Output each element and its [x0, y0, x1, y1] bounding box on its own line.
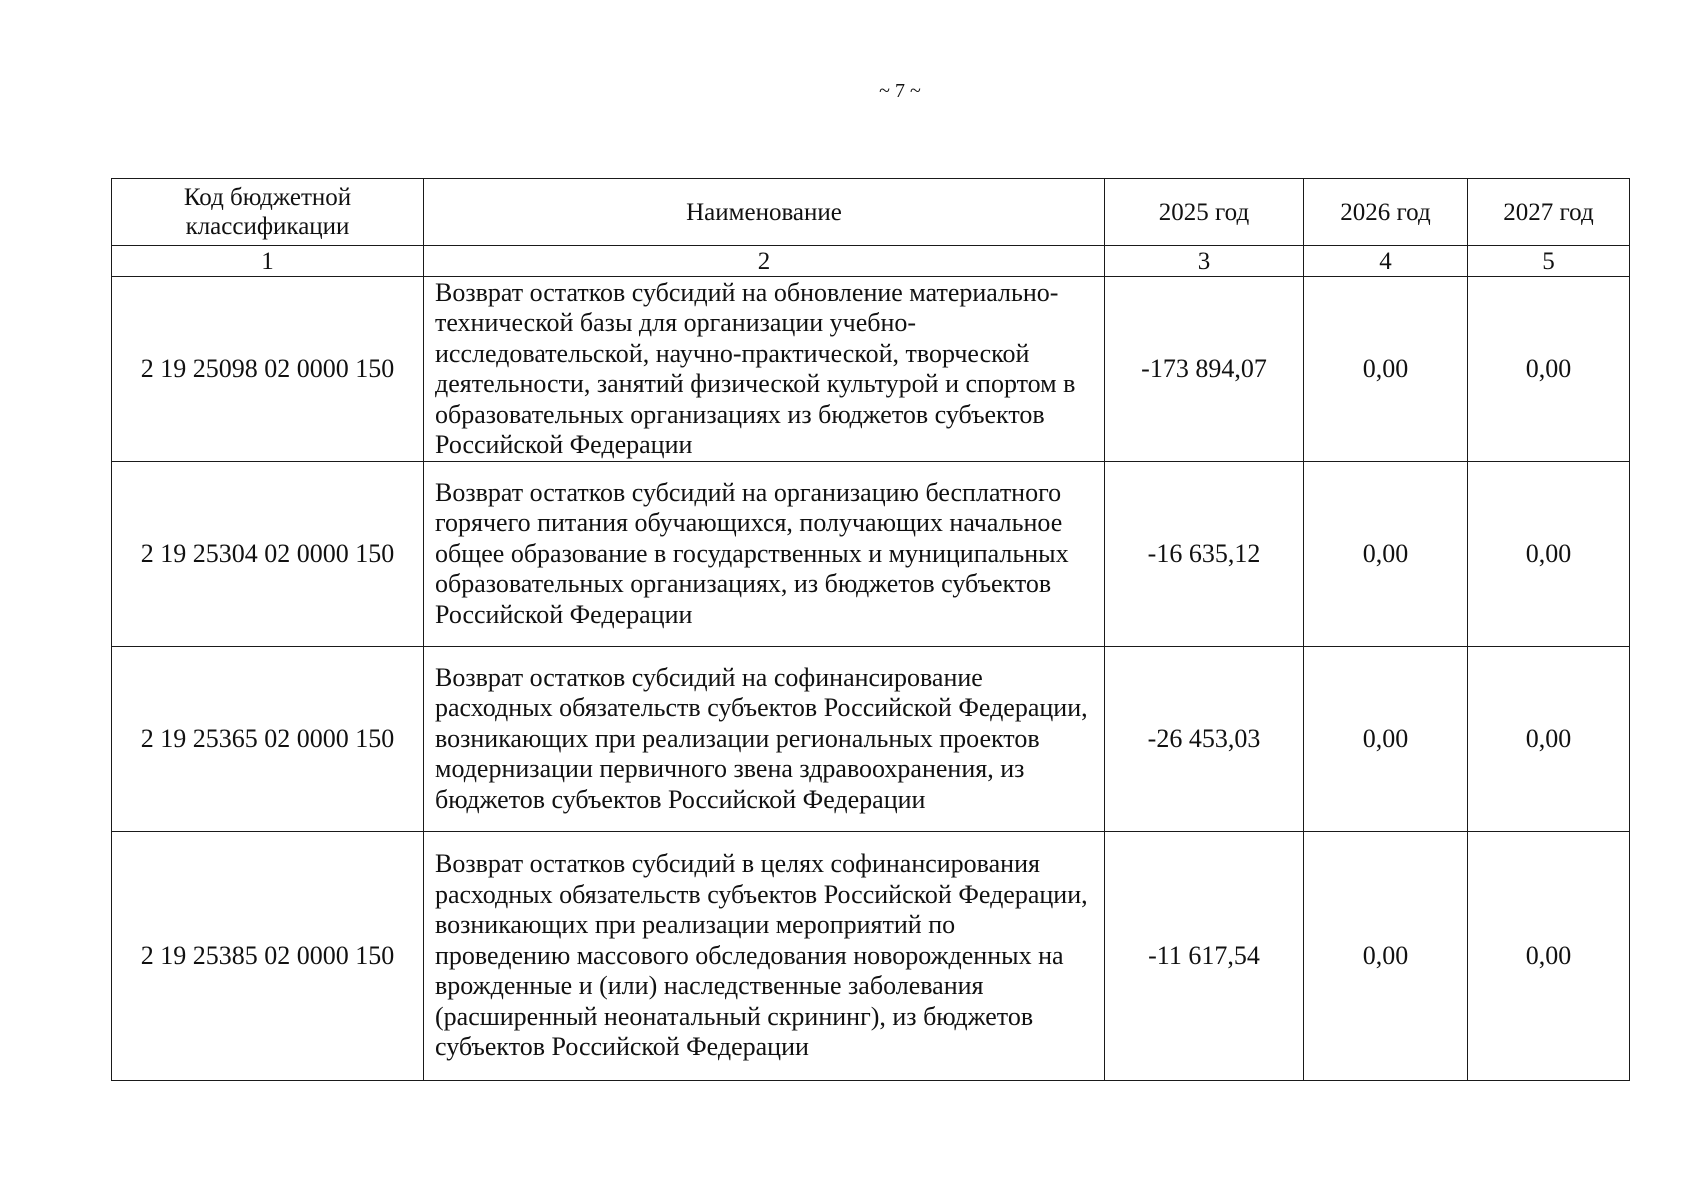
row-value-2026: 0,00 — [1304, 277, 1468, 462]
row-code: 2 19 25385 02 0000 150 — [112, 832, 424, 1081]
row-name: Возврат остатков субсидий на обновление материально-технической базы для организации учебно-исследовательской, научно-практической, творческой деятельности, занятий физической культурой и спортом в образовательных организациях из бюджетов субъектов Российской Федерации — [424, 277, 1105, 462]
table-header-row — [112, 179, 1630, 246]
header-2027: 2027 год — [1468, 179, 1630, 246]
row-value-2027: 0,00 — [1468, 647, 1630, 832]
row-code: 2 19 25304 02 0000 150 — [112, 462, 424, 647]
row-value-2025: -11 617,54 — [1105, 832, 1304, 1081]
row-value-2027: 0,00 — [1468, 832, 1630, 1081]
row-value-2025: -16 635,12 — [1105, 462, 1304, 647]
header-2026: 2026 год — [1304, 179, 1468, 246]
row-code: 2 19 25365 02 0000 150 — [112, 647, 424, 832]
row-value-2026: 0,00 — [1304, 462, 1468, 647]
header-code: Код бюджетной классификации — [112, 179, 424, 246]
row-name: Возврат остатков субсидий на организацию бесплатного горячего питания обучающихся, получающих начальное общее образование в государственных и муниципальных образовательных организациях, из бюджетов субъектов Российской Федерации — [424, 462, 1105, 647]
column-number: 3 — [1105, 246, 1304, 277]
header-name: Наименование — [424, 179, 1105, 246]
row-value-2027: 0,00 — [1468, 277, 1630, 462]
column-number: 5 — [1468, 246, 1630, 277]
table-row — [112, 277, 1630, 462]
row-value-2026: 0,00 — [1304, 647, 1468, 832]
column-number: 2 — [424, 246, 1105, 277]
column-number: 4 — [1304, 246, 1468, 277]
row-value-2026: 0,00 — [1304, 832, 1468, 1081]
header-2025: 2025 год — [1105, 179, 1304, 246]
row-code: 2 19 25098 02 0000 150 — [112, 277, 424, 462]
row-name: Возврат остатков субсидий на софинансирование расходных обязательств субъектов Российской Федерации, возникающих при реализации региональных проектов модернизации первичного звена здравоохранения, из бюджетов субъектов Российской Федерации — [424, 647, 1105, 832]
table-row — [112, 647, 1630, 832]
row-name: Возврат остатков субсидий в целях софинансирования расходных обязательств субъектов Российской Федерации, возникающих при реализации мероприятий по проведению массового обследования новорожденных на врожденные и (или) наследственные заболевания (расширенный неонатальный скрининг), из бюджетов субъектов Российской Федерации — [424, 832, 1105, 1081]
table-row — [112, 832, 1630, 1081]
row-value-2025: -26 453,03 — [1105, 647, 1304, 832]
page-number: ~ 7 ~ — [879, 80, 921, 102]
column-number-row — [112, 246, 1630, 277]
column-number: 1 — [112, 246, 424, 277]
row-value-2025: -173 894,07 — [1105, 277, 1304, 462]
budget-table — [111, 178, 1630, 1081]
table-row — [112, 462, 1630, 647]
row-value-2027: 0,00 — [1468, 462, 1630, 647]
